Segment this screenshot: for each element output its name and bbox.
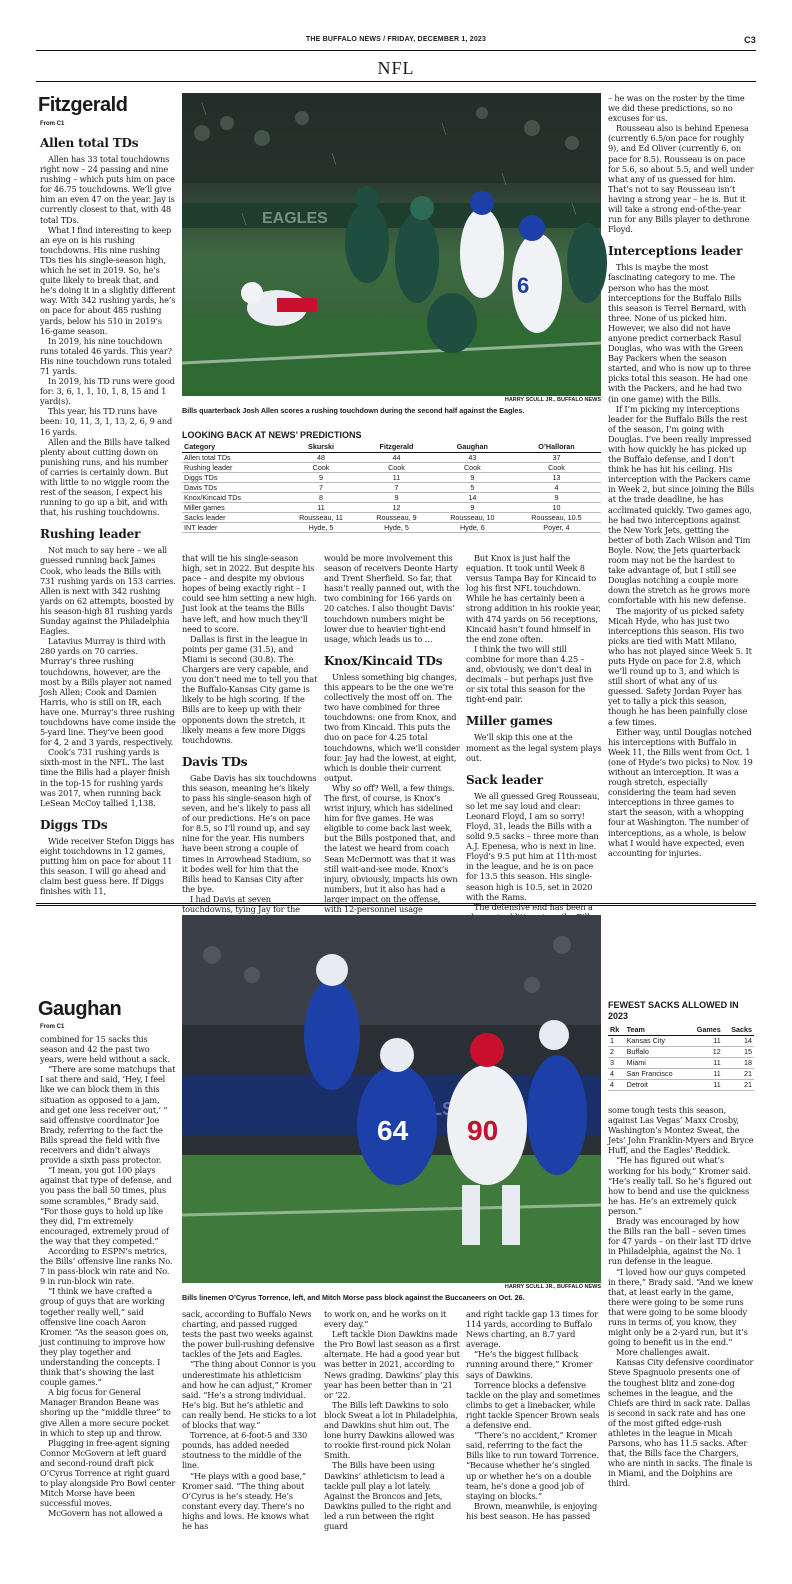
- table-cell: 11: [282, 502, 360, 512]
- table-cell: Davis TDs: [182, 482, 282, 492]
- paragraph: According to ESPN’s metrics, the Bills’ offensive line ranks No. 7 in pass-block win rate and No. 9 in run-block win rate.: [40, 1245, 173, 1287]
- paragraph: But Knox is just half the equation. It took until Week 8 versus Tampa Bay for Kincaid to log his first NFL touchdown. While he has certainly been a strong addition in his rookie year, with 474 yards on 56 receptions, Kincaid hasn’t found himself in the end zone often.: [466, 553, 601, 644]
- paragraph: We’ll skip this one at the moment as the legal system plays out.: [466, 732, 602, 763]
- subhead: Davis TDs: [182, 754, 248, 769]
- table-cell: Miami: [625, 1057, 688, 1068]
- paragraph: In 2019, his TD runs were good for: 3, 6, 1, 1, 10, 1, 8, 15 and 1 yard(s).: [40, 376, 175, 407]
- table-cell: 48: [282, 452, 360, 462]
- table-cell: 14: [723, 1035, 754, 1046]
- table-cell: 18: [723, 1057, 754, 1068]
- paragraph: some tough tests this season, against Las Vegas’ Maxx Crosby, Washington’s Montez Sweat, the Jets’ John Franklin-Myers and Bryce Huff, and the Eagles’ Reddick.: [608, 1105, 754, 1156]
- paragraph: “He’s the biggest fullback running around there,” Kromer says of Dawkins.: [466, 1349, 593, 1380]
- story1-column-1: [40, 130, 176, 897]
- table-header-row: [608, 1024, 754, 1035]
- column-header: O’Halloran: [512, 441, 601, 452]
- table-cell: 4: [608, 1079, 625, 1090]
- paragraph: “The thing about Connor is you underestimate his athleticism and how he can adjust,” Kromer said. “He’s a strong individual. He’s big. But he’s athletic and can really bend. He sticks to a lot of blocks that way.”: [182, 1359, 317, 1431]
- predictions-table-title: LOOKING BACK AT NEWS’ PREDICTIONS: [182, 430, 362, 440]
- table-cell: Allen total TDs: [182, 452, 282, 462]
- table-row: [182, 502, 601, 512]
- paragraph: that will tie his single-season high, set in 2022. But despite his pace – and despite my obvious hopes of being exactly right – I could see him setting a new high. Just look at the teams the Bills have left, and how much they’ll need to score.: [182, 553, 317, 634]
- story2-column-3: [324, 1309, 460, 1559]
- paragraph: “I loved how our guys competed in there,” Brady said. “And we knew that, at least early in the game, there were going to be some runs that were going to be some bloody runs in terms of, you know, they might only be a 2-yard run, but it’s going to benefit us in the end.”: [608, 1266, 753, 1348]
- section-rule: [36, 81, 756, 82]
- paragraph: The Bills left Dawkins to solo block Sweat a lot in Philadelphia, and Dawkins shut him out. The lone hurry Dawkins allowed was to rookie first-round pick Nolan Smith.: [324, 1399, 458, 1461]
- table-cell: 1: [608, 1035, 625, 1046]
- story2-photo: [182, 915, 601, 1283]
- table-cell: Knox/Kincaid TDs: [182, 492, 282, 502]
- table-cell: 21: [723, 1068, 754, 1079]
- table-row: [182, 492, 601, 502]
- table-cell: Kansas City: [625, 1035, 688, 1046]
- paragraph: Allen and the Bills have talked plenty about cutting down on punishing runs, and his number of carries is certainly down. But with little to no wiggle room the rest of the season, I expect his running to go up a bit, and with that, his rushing touchdowns.: [40, 436, 170, 518]
- page-number: C3: [744, 35, 756, 45]
- column-header: Category: [182, 441, 282, 452]
- paragraph: The defensive end has been a: [474, 901, 593, 912]
- subhead: Rushing leader: [40, 527, 141, 542]
- paragraph: Torrence blocks a defensive tackle on the play and sometimes climbs to get a linebacker, while right tackle Spencer Brown seals a defensive end.: [466, 1379, 601, 1431]
- paragraph: The Bills have been using Dawkins’ athleticism to lead a tackle pull play a lot lately. Against the Broncos and Jets, Dawkins pulled to the right and led a run between the right guard: [324, 1460, 452, 1531]
- paragraph: I think the two will still combine for more than 4.25 – and, obviously, we don’t deal in decimals – but perhaps just five or six total this season for the tight-end pair.: [466, 643, 593, 705]
- paragraph: Not much to say here – we all guessed running back James Cook, who leads the Bills with 731 rushing yards on 153 carries. Allen is next with 342 rushing yards on 62 attempts, boosted by his season-high 81 rushing yards Sunday against the Philadelphia Eagles.: [40, 545, 176, 637]
- paragraph: McGovern has not allowed a: [48, 1508, 163, 1519]
- column-header: Gaughan: [433, 441, 512, 452]
- table-row: [608, 1046, 754, 1057]
- table-cell: San Francisco: [625, 1068, 688, 1079]
- table-row: [182, 462, 601, 472]
- svg-text:64: 64: [377, 1115, 409, 1146]
- paragraph: Unless something big changes, this appears to be the one we’re collectively the most off on. The two have combined for three touchdowns: one from Knox, and two from Kincaid. This puts the duo on pace for 4.25 total touchdowns, which we’ll consider four. Jay had the lowest, at eight, which is double their current output.: [324, 671, 460, 783]
- table-cell: 14: [433, 492, 512, 502]
- paragraph: Latavius Murray is third with 280 yards on 70 carries. Murray’s three rushing touchdowns, however, are the most by a Bills player not named Josh Allen; Cook and Damien Harris, who is still on IR, each have one. Murray’s three rushing touchdowns have come inside the 5-yard line. They’ve been good for 4, 2 and 3 yards, respectively.: [40, 636, 176, 748]
- table-cell: 11: [360, 472, 433, 482]
- table-cell: INT leader: [182, 522, 282, 532]
- story2-column-1: [40, 1034, 176, 1554]
- table-cell: 12: [360, 502, 433, 512]
- paragraph: Torrence, at 6-foot-5 and 330 pounds, has added needed stoutness to the middle of the line.: [182, 1430, 308, 1471]
- paragraph: Dallas is first in the league in points per game (31.5), and Miami is second (30.8). The Chargers are very capable, and you don’t need me to tell you that the Buffalo-Kansas City game is likely to be high scoring. If the Bills are to keep up with their opponents down the stretch, it likely means a few more Diggs touchdowns.: [182, 633, 318, 745]
- svg-text:6: 6: [517, 273, 530, 298]
- table-cell: 2: [608, 1046, 625, 1057]
- subhead: Sack leader: [466, 772, 543, 787]
- paragraph: More challenges await.: [616, 1347, 710, 1358]
- table-cell: 44: [360, 452, 433, 462]
- folio: [0, 36, 792, 50]
- paragraph: If I’m picking my interceptions leader for the Buffalo Bills the rest of the season, I’m going with Douglas. I’ve been really impressed with how quickly he has picked up the Buffalo defense, and I don’t think he has hit his ceiling. His interception with the Packers came in Week 2, but since joining the Bills at the trade deadline, he has acclimated quickly. Two games ago, he had two interceptions against the New York Jets, getting the better of both Zach Wilson and Tim Boyle. Now, the Jets quarterback room may not be the hardest to take advantage of, but I still see Douglas notching a couple more down the stretch as he grows more comfortable with his new defense.: [608, 403, 754, 606]
- subhead: Diggs TDs: [40, 817, 108, 832]
- subhead: Knox/Kincaid TDs: [324, 653, 443, 668]
- bills-linemen-photo: [182, 915, 601, 1283]
- paragraph: Left tackle Dion Dawkins made the Pro Bowl last season as a first alternate. He had a good year but was better in 2021, according to News grading. Dawkins’ play this year has been better than in ’21 or ’22.: [324, 1329, 460, 1400]
- predictions-table: [182, 441, 601, 533]
- subhead: Interceptions leader: [608, 244, 743, 259]
- folio-line: THE BUFFALO NEWS / FRIDAY, DECEMBER 1, 2023: [305, 36, 487, 43]
- paragraph: Rousseau also is behind Epenesa (currently 6.5/on pace for roughly 9), and Ed Oliver (currently 6, on pace for 8.5). Rousseau is on pace for 5.6, so about 5.5, and well under what any of us guessed for him. That’s not to say Rousseau isn’t having a strong year – he is. But it will take a strong end-of-the-year run for any Bills player to dethrone Floyd.: [608, 123, 754, 235]
- story2-photo-credit: HARRY SCULL JR., BUFFALO NEWS: [504, 1284, 601, 1290]
- paragraph: This is maybe the most fascinating category to me. The person who has the most interceptions for the Buffalo Bills this season is Terrel Bernard, with three. None of us picked him. However, we also did not have anyone predict cornerback Rasul Douglas, who was with the Green Bay Packers when the season started, and who is now up to three picks total this season. He had one with the Packers, and he had two (in one game) with the Bills.: [608, 262, 751, 404]
- svg-text:EAGLES: EAGLES: [262, 210, 328, 227]
- table-row: [608, 1068, 754, 1079]
- paragraph: The majority of us picked safety Micah Hyde, who has just two interceptions this season. His two picks are tied with Matt Milano, who has not played since Week 5. It puts Hyde on pace for 2.8, which we’ll round up to 3, and which is still short of what any of us guessed. Safety Jordan Poyer has yet to tally a pick this season, though he has been painfully close a few times.: [608, 605, 752, 727]
- table-cell: 9: [360, 492, 433, 502]
- table-cell: 7: [282, 482, 360, 492]
- table-cell: 11: [688, 1057, 723, 1068]
- table-cell: 21: [723, 1079, 754, 1090]
- story1-cutline: Bills quarterback Josh Allen scores a rushing touchdown during the second half against the Eagles.: [182, 406, 525, 415]
- table-cell: 43: [433, 452, 512, 462]
- paragraph: We all guessed Greg Rousseau, so let me say loud and clear: Leonard Floyd, I am so sorry! Floyd, 31, leads the Bills with a solid 9.5 sacks – three more than A.J. Epenesa, who is next in line. Floyd’s 9.5 put him at 11th-most in the league, and he is on pace for 13.5 this season. His single-season high is 10.5, set in 2020 with the Rams.: [466, 790, 600, 902]
- subhead: Miller games: [466, 714, 553, 729]
- subhead: Allen total TDs: [40, 136, 139, 150]
- allen-touchdown-photo: [182, 93, 601, 396]
- story1-column-3: [324, 553, 460, 914]
- story2-column-5: [608, 1105, 754, 1560]
- table-cell: 11: [688, 1079, 723, 1090]
- folio-rule: [36, 50, 756, 51]
- table-cell: 11: [688, 1068, 723, 1079]
- table-cell: 9: [433, 502, 512, 512]
- paragraph: Wide receiver Stefon Diggs has eight touchdowns in 12 games, putting him on pace for about 11 this season. I will go ahead and claim best guess here. If Diggs finishes with 11,: [40, 835, 175, 897]
- table-cell: 9: [512, 492, 601, 502]
- table-cell: 4: [608, 1068, 625, 1079]
- paragraph: Brown, meanwhile, is enjoying his best season. He has passed: [466, 1500, 598, 1521]
- column-header: Team: [625, 1024, 688, 1035]
- paragraph: A big focus for General Manager Brandon Beane was shoring up the “middle three” to give Allen a more secure pocket in which to step up and throw.: [40, 1387, 171, 1438]
- story1-column-5: [608, 93, 754, 901]
- paragraph: “I think we have crafted a group of guys that are working together really well,” said offensive line coach Aaron Kromer. “As the season goes on, just continuing to improve how they play together and understanding the concepts. I think that’s showing the last couple games.”: [40, 1286, 169, 1388]
- table-cell: Rousseau, 10.5: [512, 512, 601, 522]
- paragraph: What I find interesting to keep an eye on is his rushing touchdowns. His nine rushing TDs ties his single-season high, which he set in 2019. So, he’s quite likely to break that, and he’s doing it in a slightly different way. With 342 rushing yards, he’s on pace for about 485 rushing yards, below his 510 in 2019’s 16-game season.: [40, 224, 176, 336]
- paragraph: and right tackle gap 13 times for 114 yards, according to Buffalo News charting, an 8.7 yard average.: [466, 1309, 598, 1350]
- paragraph: Gabe Davis has six touchdowns this season, meaning he’s likely to pass his single-season high of seven, and he’s likely to pass all of our predictions. He’s on pace for 8.5, so I’ll round up, and say nine for the year. His numbers have been strong a couple of times in Arrowhead Stadium, so it bodes well for him that the Bills head to Kansas City after the bye.: [182, 772, 317, 894]
- paragraph: Plugging in free-agent signing Connor McGovern at left guard and second-round draft pick O’Cyrus Torrence at right guard to play alongside Pro Bowl center Mitch Morse have been successful moves.: [40, 1437, 176, 1509]
- table-cell: Rousseau, 11: [282, 512, 360, 522]
- story2-jump-line: From C1: [40, 1024, 65, 1030]
- paragraph: “There are some matchups that I sat there and said, ‘Hey, I feel like we can block them in this situation as opposed to a jam, and get one less receiver out,’ ” said offensive coordinator Joe Brady, referring to the fact the Bills spread the field with five receivers and didn’t always provide a sixth pass protector.: [40, 1064, 176, 1166]
- table-cell: Buffalo: [625, 1046, 688, 1057]
- paragraph: combined for 15 sacks this season and 42 the past two years, were held without a sack.: [40, 1034, 170, 1065]
- paragraph: Kansas City defensive coordinator Steve Spagnuolo presents one of the toughest blitz and zone-dog schemes in the league, and the Chiefs are third in sack rate. Dallas is second in sack rate and has one of the most gifted edge-rush athletes in the league in Micah Parsons, who has 11.5 sacks. After that, the Bills face the Chargers, who are ninth in sacks. The finale is in Miami, and the Dolphins are third.: [608, 1357, 754, 1489]
- table-row: [182, 512, 601, 522]
- table-cell: 8: [282, 492, 360, 502]
- column-header: Rk: [608, 1024, 625, 1035]
- story-divider: [36, 903, 756, 906]
- paragraph: – he was on the roster by the time we did these predictions, so no excuses for us.: [608, 93, 745, 124]
- paragraph: “He plays with a good base,” Kromer said. “The thing about O’Cyrus is he’s steady. He’s constant every day. There’s no highs and lows. He knows what he has: [182, 1470, 309, 1531]
- paragraph: Cook’s 731 rushing yards is sixth-most in the NFL. The last time the Bills had a player finish in the top-15 for rushing yards was 2017, when running back LeSean McCoy tallied 1,138.: [40, 747, 170, 808]
- svg-text:90: 90: [467, 1115, 499, 1146]
- table-row: [182, 452, 601, 462]
- table-cell: Rousseau, 10: [433, 512, 512, 522]
- paragraph: would be more involvement this season of receivers Deonte Harty and Trent Sherfield. So far, that hasn’t really panned out, with the two combining for 166 yards on 20 catches. I also thought Davis’ touchdown numbers might be lower due to heavier tight-end usage, which leads us to …: [324, 553, 460, 644]
- column-header: Fitzgerald: [360, 441, 433, 452]
- table-cell: Miller games: [182, 502, 282, 512]
- table-cell: Cook: [282, 462, 360, 472]
- story1-photo: [182, 93, 601, 396]
- paragraph: “There’s no accident,” Kromer said, referring to the fact the Bills like to run toward Torrence. “Because whether he’s singled up or whether he’s on a double team, he’s done a good job of staying on blocks.”: [466, 1430, 599, 1501]
- paragraph: I had Davis at seven touchdowns, tying Jay for the: [182, 893, 300, 914]
- section-title: NFL: [377, 58, 415, 78]
- table-cell: Hyde, 5: [360, 522, 433, 532]
- column-header: Sacks: [723, 1024, 754, 1035]
- table-cell: Detroit: [625, 1079, 688, 1090]
- table-cell: 13: [512, 472, 601, 482]
- table-cell: 11: [688, 1035, 723, 1046]
- table-cell: 15: [723, 1046, 754, 1057]
- paragraph: In 2019, his nine touchdown runs totaled 46 yards. This year? His nine touchdown runs totaled 71 yards.: [40, 335, 172, 376]
- table-cell: 12: [688, 1046, 723, 1057]
- column-header: Skurski: [282, 441, 360, 452]
- table-cell: Hyde, 5: [282, 522, 360, 532]
- table-row: [608, 1057, 754, 1068]
- table-row: [182, 522, 601, 532]
- table-cell: 37: [512, 452, 601, 462]
- table-cell: Cook: [433, 462, 512, 472]
- table-cell: 4: [512, 482, 601, 492]
- table-cell: 9: [282, 472, 360, 482]
- table-row: [608, 1079, 754, 1090]
- column-header: Games: [688, 1024, 723, 1035]
- paragraph: to work on, and he works on it every day.”: [324, 1309, 447, 1330]
- story2-headline: Gaughan: [38, 998, 122, 1020]
- table-cell: 9: [433, 472, 512, 482]
- table-row: [608, 1035, 754, 1046]
- paragraph: Either way, until Douglas notched his interceptions with Buffalo in Week 11, the Bills went from Oct. 1 (one of Hyde’s two picks) to Nov. 19 without an interception. It was a rough stretch, especially considering the team had seven interceptions in three games to start the season, with a whopping four at Washington. The number of interceptions, as a whole, is below what I would have expected, even accounting for injuries.: [608, 726, 753, 858]
- paragraph: Allen has 33 total touchdowns right now – 24 passing and nine rushing – which puts him on pace for 46.75 touchdowns. We’ll give him an even 47 on the year. Jay is currently closest to that, with 48 total TDs.: [40, 154, 175, 225]
- table-cell: Cook: [512, 462, 601, 472]
- table-cell: Hyde, 6: [433, 522, 512, 532]
- paragraph: “He has figured out what’s working for his body,” Kromer said. “He’s really tall. So he’s figured out how to bend and use the quickness he has. He’s an extremely quick person.”: [608, 1155, 752, 1216]
- story2-column-2: [182, 1309, 318, 1559]
- paragraph: “I mean, you got 100 plays against that type of defense, and you pass the ball 50 times, plus some scrambles,” Brady said. “For those guys to hold up like they did, I’m extremely encouraged, extremely proud of the way that they competed.”: [40, 1165, 172, 1246]
- story2-column-4: [466, 1309, 602, 1559]
- paragraph: This year, his TD runs have been: 10, 11, 3, 1, 13, 2, 6, 9 and 16 yards.: [40, 406, 173, 437]
- table-header-row: [182, 441, 601, 452]
- table-cell: 5: [433, 482, 512, 492]
- story1-column-4: [466, 553, 602, 912]
- table-cell: Rushing leader: [182, 462, 282, 472]
- table-cell: Rousseau, 9: [360, 512, 433, 522]
- sacks-table: [608, 1024, 754, 1091]
- table-cell: Cook: [360, 462, 433, 472]
- table-cell: Poyer, 4: [512, 522, 601, 532]
- table-row: [182, 482, 601, 492]
- sacks-table-title: FEWEST SACKS ALLOWED IN 2023: [608, 1000, 739, 1021]
- story1-headline: Fitzgerald: [38, 94, 128, 116]
- table-cell: Diggs TDs: [182, 472, 282, 482]
- story1-photo-credit: HARRY SCULL JR., BUFFALO NEWS: [504, 397, 601, 403]
- table-row: [182, 472, 601, 482]
- paragraph: Why so off? Well, a few things. The first, of course, is Knox’s wrist injury, which has sidelined him for five games. He was eligible to come back last week, but the Bills postponed that, and the latest we heard from coach Sean McDermott was that it was still wait-and-see mode. Knox’s injury, obviously, impacts his own numbers, but it also has had a larger impact on the offense, with 12-personnel usage: [324, 782, 458, 914]
- table-cell: Sacks leader: [182, 512, 282, 522]
- paragraph: sack, according to Buffalo News charting, and passed rugged tests the past two weeks against the power bull-rushing defensive tackles of the Jets and Eagles.: [182, 1309, 315, 1360]
- story2-cutline: Bills linemen O’Cyrus Torrence, left, and Mitch Morse pass block against the Buccaneers on Oct. 26.: [182, 1293, 525, 1302]
- story1-column-2: [182, 553, 318, 914]
- paragraph: Brady was encouraged by how the Bills ran the ball – seven times for 47 yards – on their last TD drive in Philadelphia, against the No. 1 run defense in the league.: [608, 1216, 751, 1267]
- table-cell: 10: [512, 502, 601, 512]
- table-cell: 3: [608, 1057, 625, 1068]
- story1-jump-line: From C1: [40, 121, 65, 127]
- table-cell: 7: [360, 482, 433, 492]
